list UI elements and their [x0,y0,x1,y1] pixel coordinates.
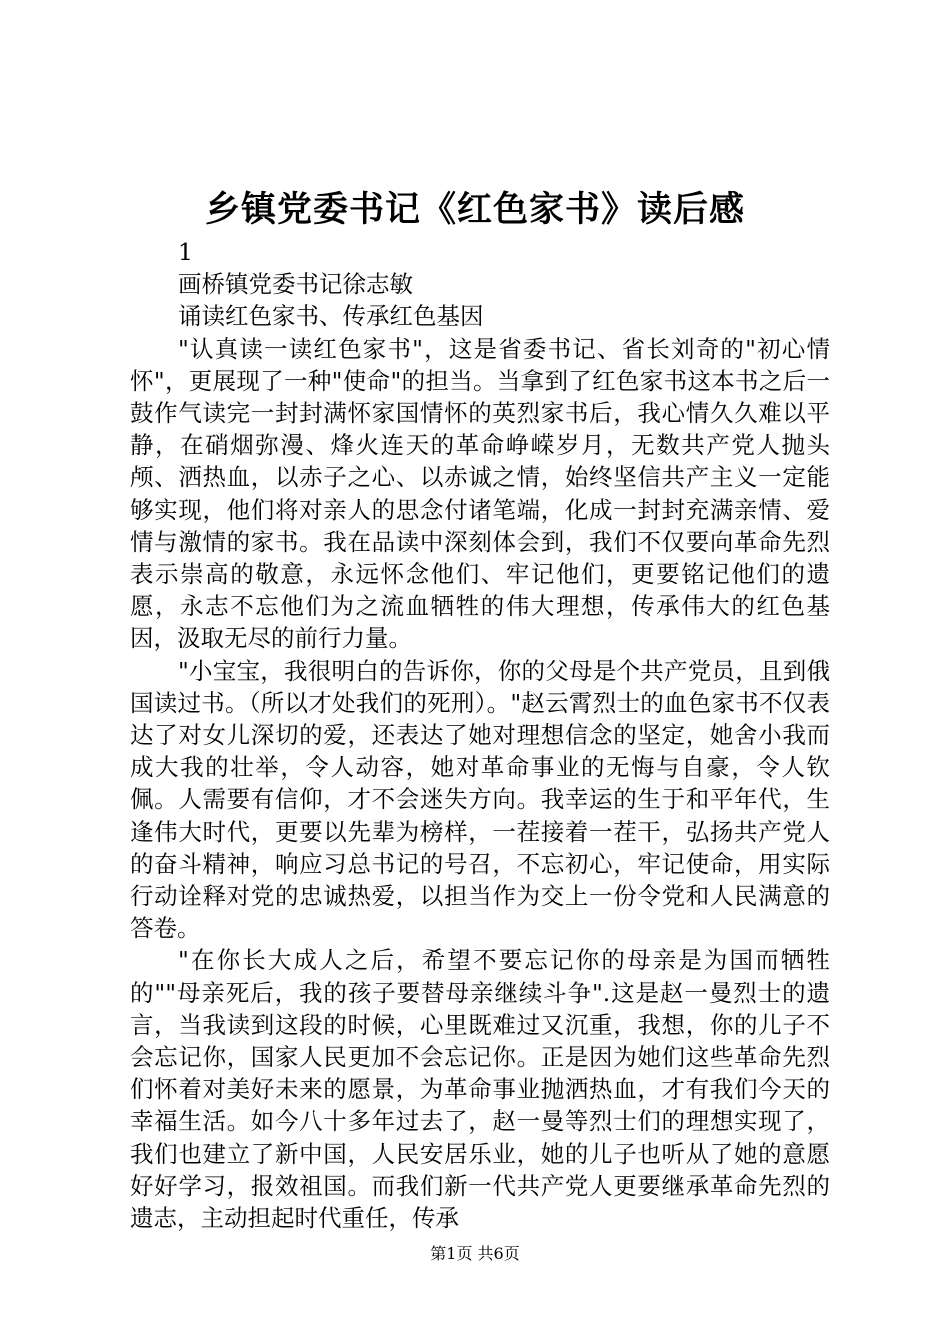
author-line: 画桥镇党委书记徐志敏 [178,270,413,299]
paragraph-3: "在你长大成人之后，希望不要忘记你的母亲是为国而牺牲的""母亲死后，我的孩子要替母亲继续斗争".这是赵一曼烈士的遗言，当我读到这段的时候，心里既难过又沉重，我想，你的儿子不会忘记你，国家人民更加不会忘记你。正是因为她们这些革命先烈们怀着对美好未来的愿景，为革命事业抛洒热血，才有我们今天的幸福生活。如今八十多年过去了，赵一曼等烈士们的理想实现了，我们也建立了新中国，人民安居乐业，她的儿子也听从了她的意愿好好学习，报效祖国。而我们新一代共产党人更要继承革命先烈的遗志，主动担起时代重任，传承 [130,946,830,1233]
page-footer: 第1页 共6页 [430,1244,520,1263]
document-title: 乡镇党委书记《红色家书》读后感 [204,189,745,230]
paragraph-1: "认真读一读红色家书"，这是省委书记、省长刘奇的"初心情怀"，更展现了一种"使命"的担当。当拿到了红色家书这本书之后一鼓作气读完一封封满怀家国情怀的英烈家书后，我心情久久难以平静，在硝烟弥漫、烽火连天的革命峥嵘岁月，无数共产党人抛头颅、洒热血，以赤子之心、以赤诚之情，始终坚信共产主义一定能够实现，他们将对亲人的思念付诸笔端，化成一封封充满亲情、爱情与激情的家书。我在品读中深刻体会到，我们不仅要向革命先烈表示崇高的敬意，永远怀念他们、牢记他们，更要铭记他们的遗愿，永志不忘他们为之流血牺牲的伟大理想，传承伟大的红色基因，汲取无尽的前行力量。 [130,334,830,653]
number-line: 1 [178,238,193,266]
subtitle-line: 诵读红色家书、传承红色基因 [178,302,484,331]
document-body [130,236,830,1234]
paragraph-2: "小宝宝，我很明白的告诉你，你的父母是个共产党员，且到俄国读过书。（所以才处我们的死刑）。"赵云霄烈士的血色家书不仅表达了对女儿深切的爱，还表达了她对理想信念的坚定，她舍小我而成大我的壮举，令人动容，她对革命事业的无悔与自豪，令人钦佩。人需要有信仰，才不会迷失方向。我幸运的生于和平年代，生逢伟大时代，更要以先辈为榜样，一茬接着一茬干，弘扬共产党人的奋斗精神，响应习总书记的号召，不忘初心，牢记使命，用实际行动诠释对党的忠诚热爱，以担当作为交上一份令党和人民满意的答卷。 [130,656,830,943]
